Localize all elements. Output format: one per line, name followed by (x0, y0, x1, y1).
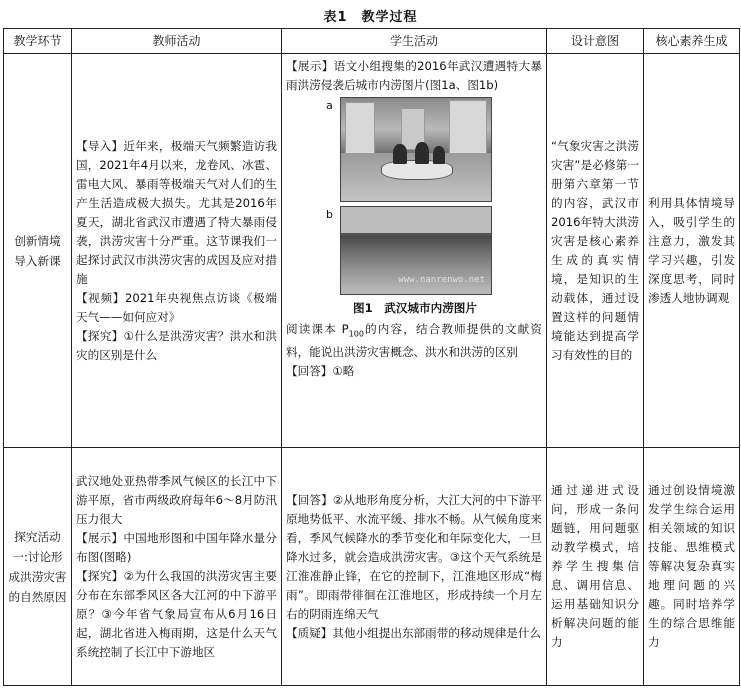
page-subscript: 100 (348, 329, 364, 339)
header-core: 核心素养生成 (644, 29, 740, 54)
building-shape (449, 100, 487, 160)
design-intent-cell (547, 448, 644, 686)
figure-label-a: a (326, 99, 333, 112)
stage-cell (4, 448, 72, 686)
teacher-intro: 【导入】近年来，极端天气频繁造访我国，2021年4月以来，龙卷风、冰雹、雷电大风、暴雨等极端天气对人们的生产生活造成极大损失。尤其是2016年夏天，湖北省武汉市遭遇了特大暴雨侵袭，洪涝灾害十分严重。这节课我们一起探讨武汉市洪涝灾害的成因及应对措施 (76, 138, 277, 286)
stage-line: 探究活动 (14, 529, 61, 544)
person-shape (393, 144, 407, 164)
student-answer: 【回答】②从地形角度分析，大江大河的中下游平原地势低平、水流平缓、排水不畅。从气候角度来看，季风气候降水的季节变化和年际变化大，一旦降水过多，就会造成洪涝灾害。③这个天气系统是江淮准静止锋，在它的控制下，江淮地区形成“梅雨”。即雨带徘徊在江淮地区，形成持续一个月左右的阴雨连绵天气 (286, 492, 542, 621)
stage-line: 成洪涝灾害 (8, 569, 67, 584)
student-activity-cell (282, 54, 547, 448)
student-question: 【质疑】其他小组提出东部雨带的移动规律是什么 (286, 625, 542, 640)
stage-line: 导入新课 (14, 253, 61, 268)
stage-line: 创新情境 (14, 233, 61, 248)
stage-line: 一:讨论形 (12, 549, 63, 564)
table-row (4, 448, 740, 686)
building-shape (345, 102, 375, 154)
figure-caption: 图1 武汉城市内涝图片 (352, 301, 477, 315)
core-literacy-cell (644, 54, 740, 448)
header-design: 设计意图 (547, 29, 644, 54)
teacher-explore: 【探究】②为什么我国的洪涝灾害主要分布在东部季风区各大江河的中下游平原？③今年省气象局宣布从6月16日起，湖北省进入梅雨期，这是什么天气系统控制了长江中下游地区 (76, 568, 277, 659)
teacher-explore: 【探究】①什么是洪涝灾害？洪水和洪灾的区别是什么 (76, 328, 277, 362)
figure-1b (326, 206, 542, 295)
student-read (286, 320, 542, 362)
core-literacy-cell (644, 448, 740, 686)
figure-1a (326, 97, 542, 202)
teacher-activity-cell (72, 448, 282, 686)
table-header-row (4, 29, 740, 54)
building-shape (341, 207, 491, 233)
design-intent: “气象灾害之洪涝灾害”是必修第一册第六章第一节的内容，武汉市2016年特大洪涝灾害是核心素养生成的真实情境，是知识的生动载体，通过设置这样的问题情境能达到提高学习有效性的目的 (551, 138, 639, 362)
stage-line: 的自然原因 (8, 589, 67, 604)
person-shape (415, 142, 429, 164)
flood-photo-a (340, 97, 492, 202)
header-student: 学生活动 (282, 29, 547, 54)
teacher-activity-cell (72, 54, 282, 448)
figure-watermark: www.nanrenwo.net (398, 275, 485, 285)
teacher-intro: 武汉地处亚热带季风气候区的长江中下游平原，省市两级政府每年6～8月防汛压力很大 (76, 473, 277, 526)
student-answer: 【回答】①略 (286, 364, 355, 379)
flood-photo-b (340, 206, 492, 295)
design-intent: 通过递进式设问，形成一条问题链，用问题驱动教学模式，培养学生搜集信息、调用信息、运用基础知识分析解决问题的能力 (551, 483, 639, 649)
person-shape (433, 146, 445, 164)
table-row (4, 54, 740, 448)
core-literacy: 通过创设情境激发学生综合运用相关领域的知识技能、思维模式等解决复杂真实地理问题的兴趣。同时培养学生的综合思维能力 (648, 483, 735, 649)
figure-1 (326, 97, 542, 318)
student-read-post: 的内容，结合教师提供的文献资料，能说出洪涝灾害概念、洪水和洪涝的区别 (286, 322, 542, 360)
table-caption: 表1 教学过程 (323, 10, 418, 25)
stage-cell (4, 54, 72, 448)
header-teacher: 教师活动 (72, 29, 282, 54)
header-stage: 教学环节 (4, 29, 72, 54)
core-literacy: 利用具体情境导入，吸引学生的注意力，激发其学习兴趣，引发深度思考，同时渗透人地协调观 (648, 195, 735, 305)
student-show: 【展示】语文小组搜集的2016年武汉遭遇特大暴雨洪涝侵袭后城市内涝图片(图1a、图1b) (286, 59, 542, 92)
teacher-video: 【视频】2021年央视焦点访谈《极端天气——如何应对》 (76, 290, 277, 324)
student-activity-cell (282, 448, 547, 686)
student-read-pre: 阅读课本 P (286, 322, 349, 336)
figure-label-b: b (326, 208, 333, 221)
design-intent-cell (547, 54, 644, 448)
teaching-process-table (3, 28, 740, 686)
teacher-show: 【展示】中国地形图和中国年降水量分布图(图略) (76, 530, 277, 564)
